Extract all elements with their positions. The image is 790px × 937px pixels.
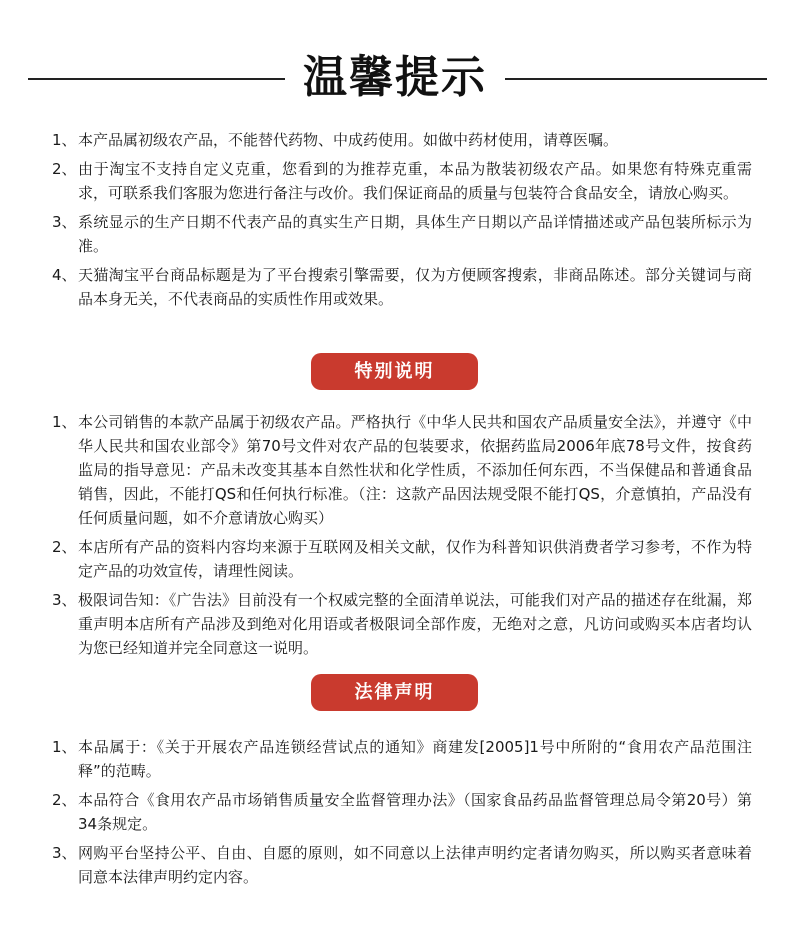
list-item [52,788,752,836]
list-item [52,588,752,660]
list-item [52,535,752,583]
tips-list [52,128,752,316]
special-notice-list [52,410,752,665]
item-number: 2、 [52,791,77,809]
item-text: 本品属于：《关于开展农产品连锁经营试点的通知》商建发[2005]1号中所附的“食用农产品范围注释”的范畴。 [78,738,752,780]
list-item [52,157,752,205]
legal-statement-badge: 法律声明 [311,674,478,711]
item-number: 2、 [52,160,77,178]
page-header [0,48,790,108]
item-number: 3、 [52,844,77,862]
item-text: 本产品属初级农产品，不能替代药物、中成药使用。如做中药材使用，请尊医嘱。 [78,131,619,149]
item-number: 1、 [52,413,77,431]
list-item [52,841,752,889]
item-text: 天猫淘宝平台商品标题是为了平台搜索引擎需要，仅为方便顾客搜索，非商品陈述。部分关键词与商品本身无关，不代表商品的实质性作用或效果。 [78,266,752,308]
legal-statement-list [52,735,752,894]
list-item [52,128,752,152]
special-notice-badge: 特别说明 [311,353,478,390]
item-number: 3、 [52,591,77,609]
item-text: 本品符合《食用农产品市场销售质量安全监督管理办法》（国家食品药品监督管理总局令第20号）第34条规定。 [78,791,752,833]
list-item [52,263,752,311]
title-divider-left [28,78,285,80]
item-text: 本店所有产品的资料内容均来源于互联网及相关文献，仅作为科普知识供消费者学习参考，不作为特定产品的功效宣传，请理性阅读。 [78,538,752,580]
item-text: 本公司销售的本款产品属于初级农产品。严格执行《中华人民共和国农产品质量安全法》，并遵守《中华人民共和国农业部令》第70号文件对农产品的包装要求，依据药监局2006年底78号文件，按食药监局的指导意见：产品未改变其基本自然性状和化学性质，不添加任何东西，不当保健品和普通食品销售，因此，不能打QS和任何执行标准。（注：这款产品因法规受限不能打QS，介意慎拍，产品没有任何质量问题，如不介意请放心购买） [78,413,752,527]
item-text: 极限词告知：《广告法》目前没有一个权威完整的全面清单说法，可能我们对产品的描述存在纰漏，郑重声明本店所有产品涉及到绝对化用语或者极限词全部作废，无绝对之意，凡访问或购买本店者均认为您已经知道并完全同意这一说明。 [78,591,752,657]
item-text: 由于淘宝不支持自定义克重，您看到的为推荐克重，本品为散装初级农产品。如果您有特殊克重需求，可联系我们客服为您进行备注与改价。我们保证商品的质量与包装符合食品安全，请放心购买。 [78,160,752,202]
item-number: 4、 [52,266,77,284]
item-number: 1、 [52,738,77,756]
item-number: 3、 [52,213,77,231]
list-item [52,735,752,783]
list-item [52,210,752,258]
item-text: 网购平台坚持公平、自由、自愿的原则，如不同意以上法律声明约定者请勿购买，所以购买者意味着同意本法律声明约定内容。 [78,844,752,886]
page-title: 温馨提示 [303,52,487,103]
item-number: 1、 [52,131,77,149]
title-divider-right [505,78,767,80]
list-item [52,410,752,530]
item-number: 2、 [52,538,77,556]
item-text: 系统显示的生产日期不代表产品的真实生产日期，具体生产日期以产品详情描述或产品包装所标示为准。 [78,213,752,255]
